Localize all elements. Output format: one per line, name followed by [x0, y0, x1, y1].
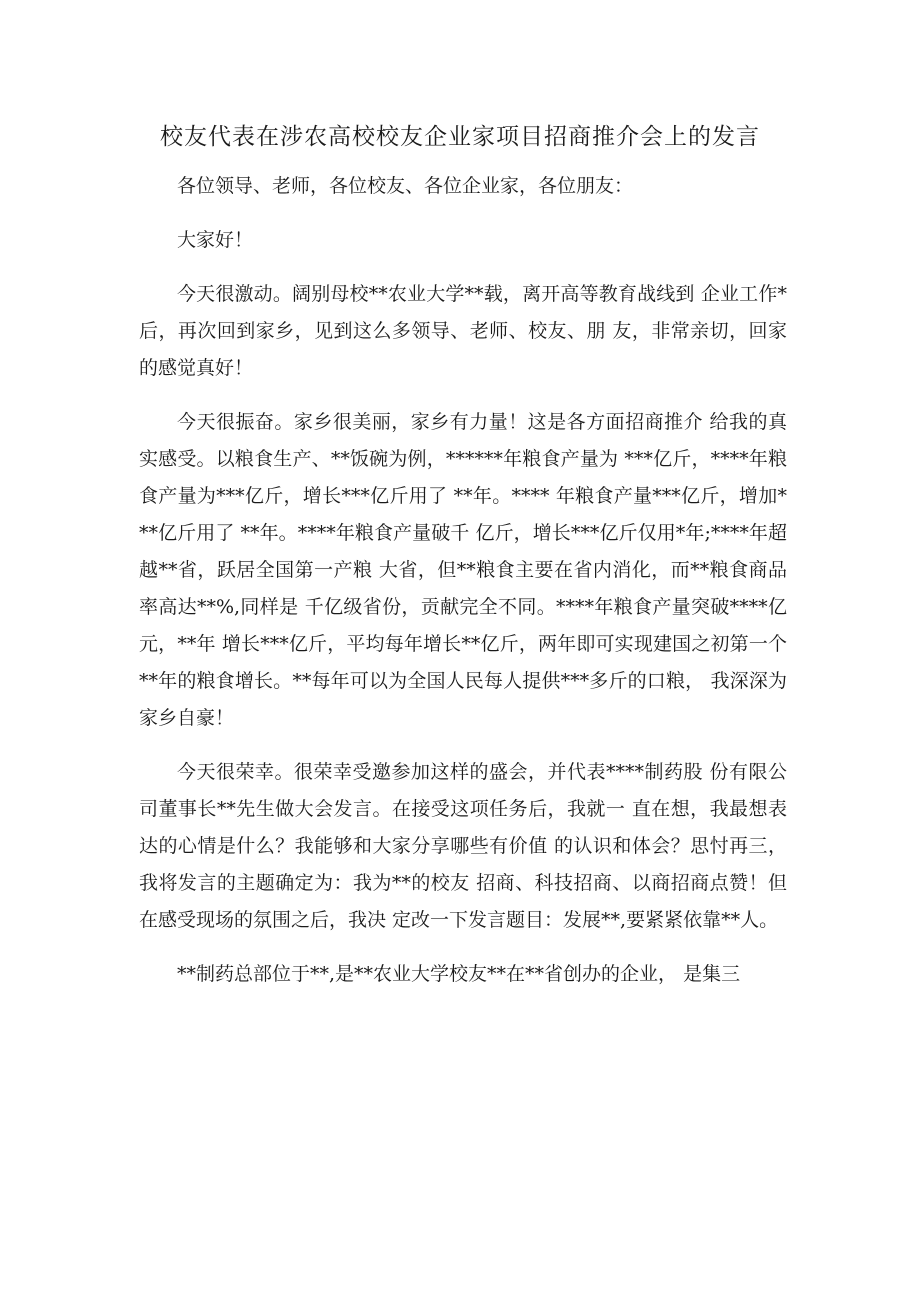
- document-title: 校友代表在涉农高校校友企业家项目招商推介会上的发言: [160, 124, 760, 150]
- paragraph-company: **制药总部位于**,是**农业大学校友**在**省创办的企业， 是集三: [177, 963, 741, 985]
- paragraph-salutation: 各位领导、老师，各位校友、各位企业家，各位朋友：: [177, 175, 634, 197]
- paragraph-greeting: 大家好！: [177, 229, 254, 251]
- paragraph-inspired: 今天很振奋。家乡很美丽，家乡有力量！这是各方面招商推介 给我的真实感受。以粮食生产、**饭碗为例，******年粮食产量为 ***亿斤，****年粮食产量为***亿斤，增长***亿斤用了 **年。**** 年粮食产量***亿斤，增加***亿斤用了 **年。****年粮食产量破千 亿斤，增长***亿斤仅用*年;****年超越**省，跃居全国第一产粮 大省，但**粮食主要在省内消化，而**粮食商品率高达**%,同样是 千亿级省份，贡献完全不同。****年粮食产量突破****亿元，**年 增长***亿斤，平均每年增长**亿斤，两年即可实现建国之初第一个 **年的粮食增长。**每年可以为全国人民每人提供***多斤的口粮， 我深深为家乡自豪！: [139, 411, 787, 729]
- document-body: [139, 168, 787, 993]
- paragraph-honored: 今天很荣幸。很荣幸受邀参加这样的盛会，并代表****制药股 份有限公司董事长**先生做大会发言。在接受这项任务后，我就一 直在想，我最想表达的心情是什么？我能够和大家分享哪些有价值 的认识和体会？思忖再三，我将发言的主题确定为：我为**的校友 招商、科技招商、以商招商点赞！但在感受现场的氛围之后，我决 定改一下发言题目：发展**,要紧紧依靠**人。: [139, 761, 787, 931]
- paragraph-excited: 今天很激动。阔别母校**农业大学**载，离开高等教育战线到 企业工作*后，再次回到家乡，见到这么多领导、老师、校友、朋 友，非常亲切，回家的感觉真好！: [139, 283, 787, 379]
